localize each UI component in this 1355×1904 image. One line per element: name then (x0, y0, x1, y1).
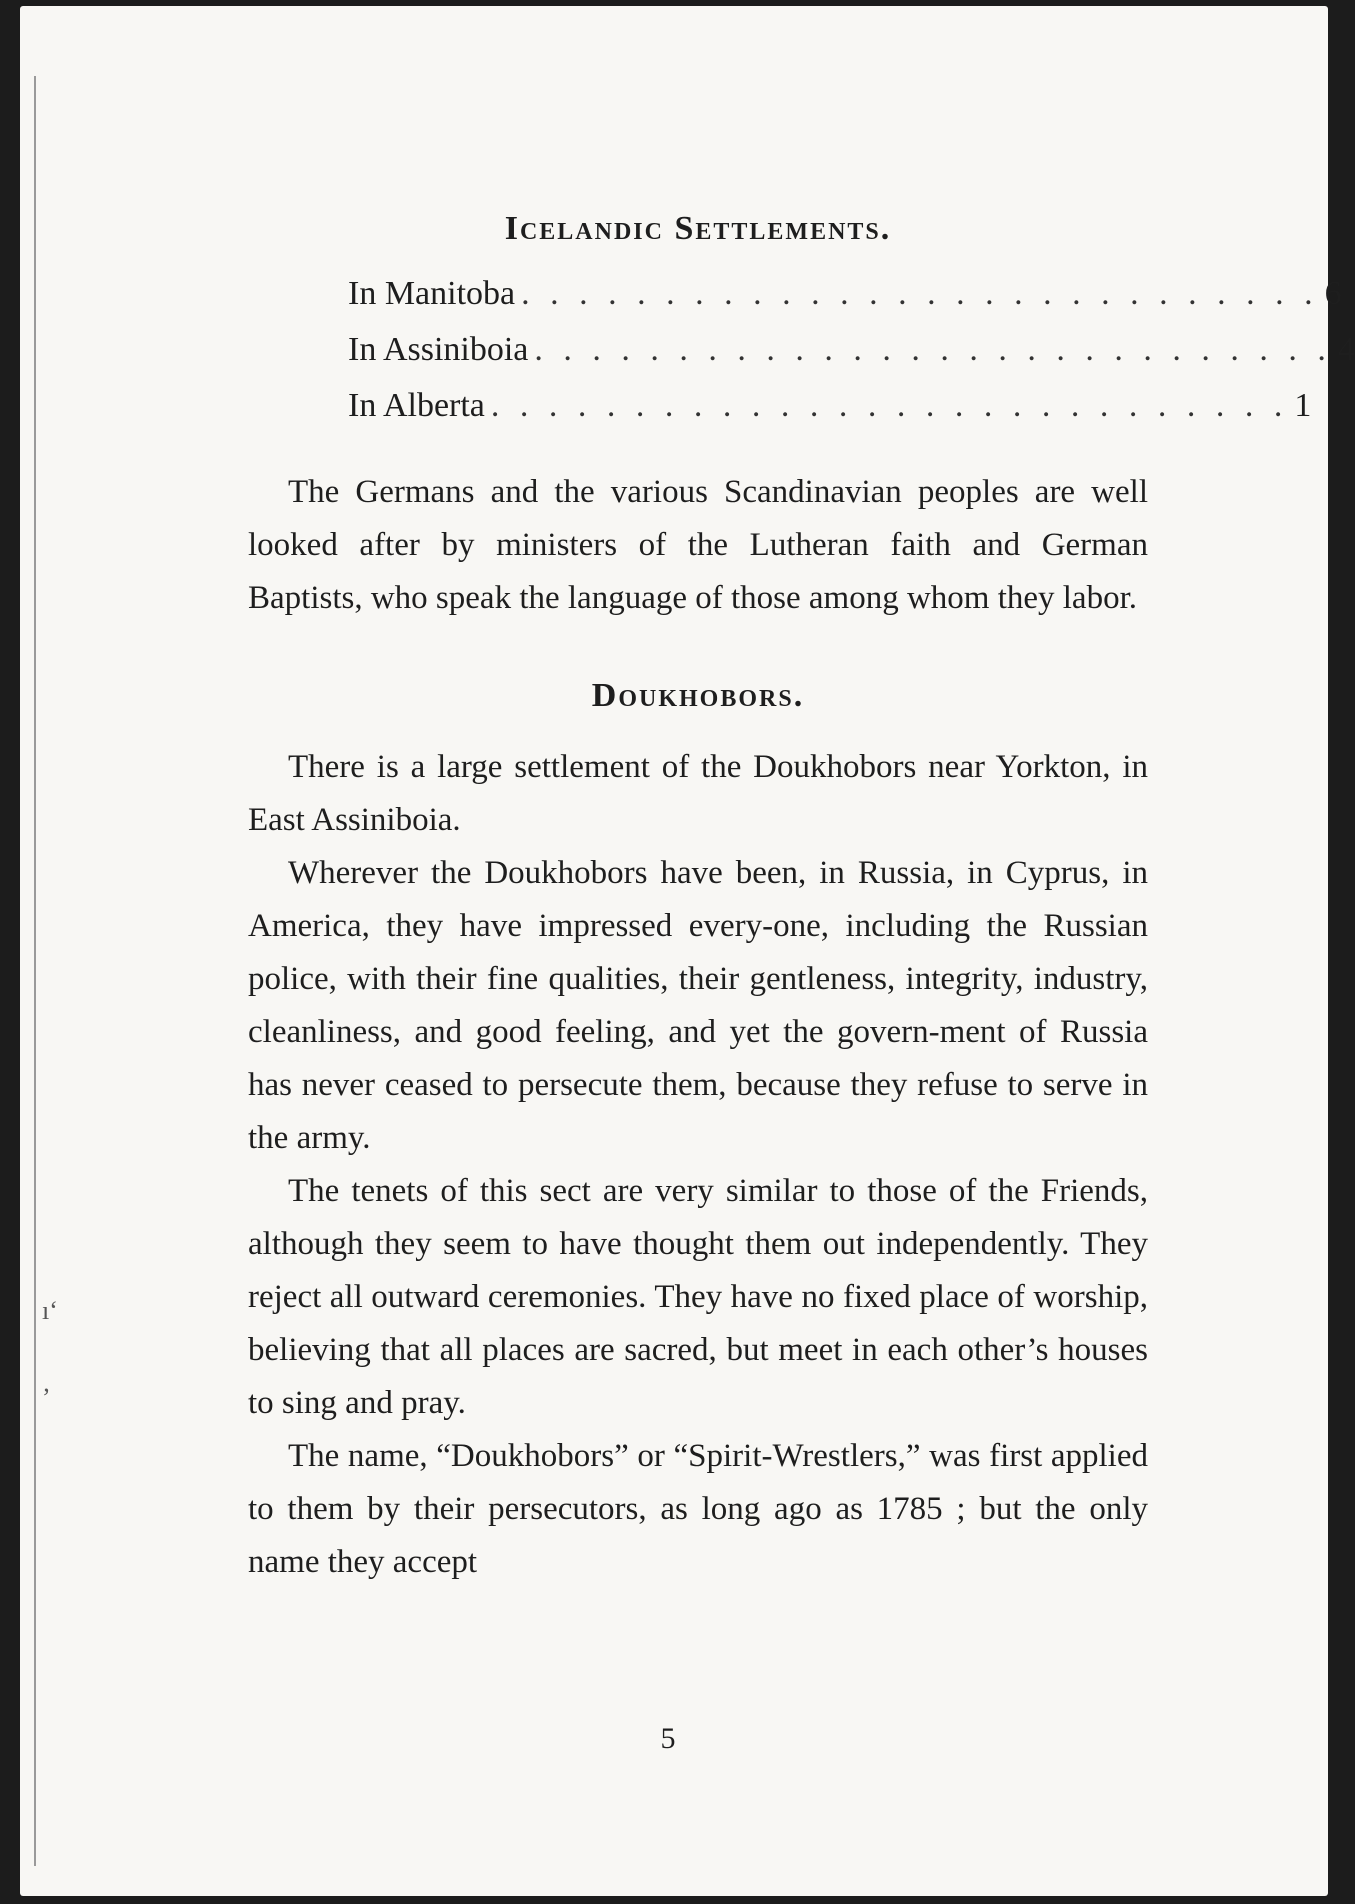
row-label: In Alberta (348, 387, 485, 424)
icelandic-heading: Icelandic Settlements. (504, 210, 892, 247)
table-row (348, 322, 1355, 378)
leader-dots: . . . . . . . . . . . . . . . . . . . . . . . . . . . . (521, 275, 1319, 312)
row-value: 4 (1337, 331, 1355, 368)
paragraph: The tenets of this sect are very similar to those of the Friends, although they seem to have thought them out independently. They reject all outward ceremonies. They have no fixed place of worship, believing that all places are sacred, but meet in each other’s houses to sing and pray. (248, 1173, 1148, 1421)
table-row (348, 266, 1342, 322)
table-row (348, 378, 1312, 434)
row-value: 1 (1294, 387, 1312, 424)
doukhobors-heading: Doukhobors. (591, 677, 805, 714)
paragraph: The Germans and the various Scandinavian peoples are well looked after by ministers of the Lutheran faith and German Baptists, who speak the language of those among whom they labor. (248, 474, 1148, 616)
leader-dots: . . . . . . . . . . . . . . . . . . . . . . . . . . . . (534, 331, 1332, 368)
paragraph: There is a large settlement of the Doukhobors near Yorkton, in East Assiniboia. (248, 749, 1148, 838)
margin-mark: ‚ (42, 1368, 51, 1397)
row-label: In Manitoba (348, 275, 516, 312)
row-value: 6 (1324, 275, 1342, 312)
paragraph: Wherever the Doukhobors have been, in Russia, in Cyprus, in America, they have impressed every-one, including the Russian police, with their fine qualities, their gentleness, integrity, industry, cleanliness, and good feeling, and yet the govern-ment of Russia has never ceased to persecute them, because they refuse to serve in the army. (248, 855, 1148, 1156)
page-content (248, 200, 1355, 1589)
row-label: In Assiniboia (348, 331, 529, 368)
page-number: 5 (660, 1722, 676, 1755)
paragraph: The name, “Doukhobors” or “Spirit-Wrestlers,” was first applied to them by their persecutors, as long ago as 1785 ; but the only name they accept (248, 1438, 1148, 1580)
leader-dots: . . . . . . . . . . . . . . . . . . . . . . . . . . . . (490, 387, 1289, 424)
margin-mark: ı‘ (42, 1296, 58, 1325)
settlements-table (348, 266, 1355, 434)
binding-edge-line (34, 76, 36, 1866)
